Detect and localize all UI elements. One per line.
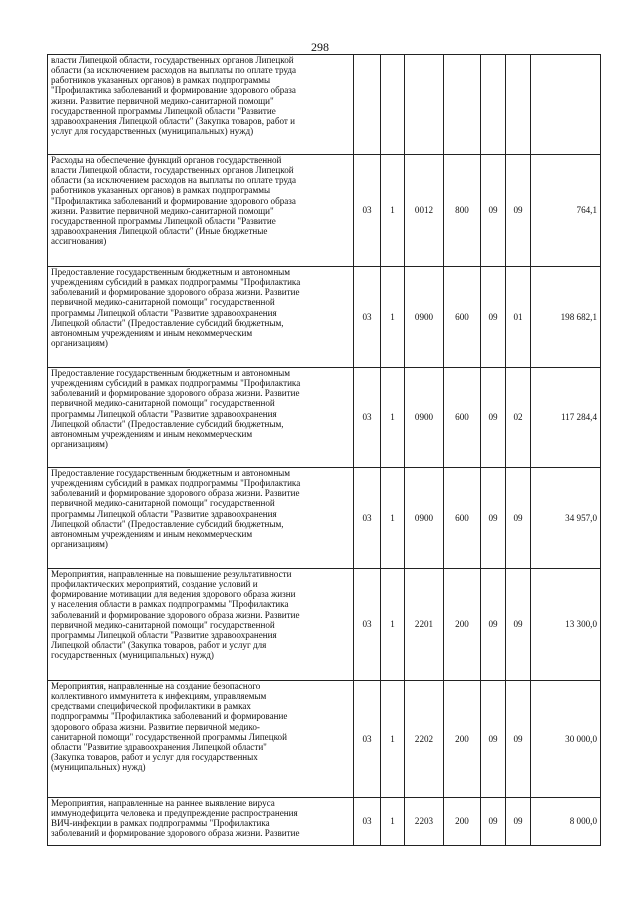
- row-description: Предоставление государственным бюджетным и автономным учреждениям субсидий в рамках подпрограммы "Профилактика заболеваний и формирование здорового образа жизни. Развитие первичной медико-санитарной помощи" государственной программы Липецкой области "Развитие здравоохранения Липецкой области" (Предоставление субсидий бюджетным, автономным учреждениям и иным некоммерческим организациям): [48, 368, 354, 468]
- row-rz-code: 09: [481, 267, 506, 368]
- row-expense-type: 600: [444, 368, 481, 468]
- row-description: Мероприятия, направленные на повышение результативности профилактических мероприятий, создание условий и формирование мотивации для ведения здорового образа жизни у населения области в рамках подпрограммы "Профилактика заболеваний и формирование здорового образа жизни. Развитие первичной медико-санитарной помощи" государственной программы Липецкой области "Развитие здравоохранения Липецкой области" (Закупка товаров, работ и услуг для государственных (муниципальных) нужд): [48, 569, 354, 681]
- row-pr-code: 02: [506, 368, 531, 468]
- row-target-code: 0900: [405, 267, 444, 368]
- row-description: Мероприятия, направленные на раннее выявление вируса иммунодефицита человека и предупреждение распространения ВИЧ-инфекции в рамках подпрограммы "Профилактика заболеваний и формирование здорового образа жизни. Развитие: [48, 798, 354, 846]
- row-description: власти Липецкой области, государственных органов Липецкой области (за исключением расходов на выплаты по оплате труда работников указанных органов) в рамках подпрограммы "Профилактика заболеваний и формирование здорового образа жизни. Развитие первичной медико-санитарной помощи" государственной программы Липецкой области "Развитие здравоохранения Липецкой области" (Закупка товаров, работ и услуг для государственных (муниципальных) нужд): [48, 55, 354, 155]
- row-rz-code: [481, 55, 506, 155]
- row-rz-code: 09: [481, 569, 506, 681]
- row-target-code: [405, 55, 444, 155]
- row-expense-type: 600: [444, 468, 481, 569]
- row-pr-code: 01: [506, 267, 531, 368]
- row-target-code: 0900: [405, 368, 444, 468]
- table-row: [48, 368, 601, 468]
- row-rz-code: 09: [481, 681, 506, 798]
- row-description: Мероприятия, направленные на создание безопасного коллективного иммунитета к инфекциям, управляемым средствами специфической профилактики в рамках подпрограммы "Профилактика заболеваний и формирование здорового образа жизни. Развитие первичной медико- санитарной помощи" государственной программы Липецкой области "Развитие здравоохранения Липецкой области" (Закупка товаров, работ и услуг для государственных (муниципальных) нужд): [48, 681, 354, 798]
- row-pr-code: 09: [506, 681, 531, 798]
- row-expense-type: 200: [444, 569, 481, 681]
- row-target-code: 0900: [405, 468, 444, 569]
- row-expense-type: 800: [444, 155, 481, 267]
- table-row: [48, 569, 601, 681]
- row-amount: 30 000,0: [531, 681, 601, 798]
- row-expense-type: [444, 55, 481, 155]
- table-row: [48, 681, 601, 798]
- row-amount: [531, 55, 601, 155]
- row-program-code: [381, 55, 405, 155]
- row-expense-type: 600: [444, 267, 481, 368]
- row-rz-code: 09: [481, 468, 506, 569]
- budget-table: [47, 54, 601, 846]
- row-program-code: 1: [381, 468, 405, 569]
- row-description: Предоставление государственным бюджетным и автономным учреждениям субсидий в рамках подпрограммы "Профилактика заболеваний и формирование здорового образа жизни. Развитие первичной медико-санитарной помощи" государственной программы Липецкой области "Развитие здравоохранения Липецкой области" (Предоставление субсидий бюджетным, автономным учреждениям и иным некоммерческим организациям): [48, 468, 354, 569]
- row-program-code: 1: [381, 569, 405, 681]
- row-pr-code: 09: [506, 155, 531, 267]
- table-row: [48, 155, 601, 267]
- row-section-code: [354, 55, 381, 155]
- row-section-code: 03: [354, 368, 381, 468]
- row-amount: 34 957,0: [531, 468, 601, 569]
- row-program-code: 1: [381, 368, 405, 468]
- table-row: [48, 798, 601, 846]
- row-program-code: 1: [381, 155, 405, 267]
- row-section-code: 03: [354, 468, 381, 569]
- row-section-code: 03: [354, 798, 381, 846]
- row-target-code: 2203: [405, 798, 444, 846]
- row-expense-type: 200: [444, 681, 481, 798]
- row-rz-code: 09: [481, 155, 506, 267]
- row-section-code: 03: [354, 569, 381, 681]
- row-program-code: 1: [381, 267, 405, 368]
- row-program-code: 1: [381, 681, 405, 798]
- row-description: Предоставление государственным бюджетным и автономным учреждениям субсидий в рамках подпрограммы "Профилактика заболеваний и формирование здорового образа жизни. Развитие первичной медико-санитарной помощи" государственной программы Липецкой области "Развитие здравоохранения Липецкой области" (Предоставление субсидий бюджетным, автономным учреждениям и иным некоммерческим организациям): [48, 267, 354, 368]
- row-section-code: 03: [354, 681, 381, 798]
- row-amount: 117 284,4: [531, 368, 601, 468]
- row-expense-type: 200: [444, 798, 481, 846]
- table-row: [48, 267, 601, 368]
- row-amount: 198 682,1: [531, 267, 601, 368]
- row-amount: 764,1: [531, 155, 601, 267]
- page-number: 298: [311, 40, 329, 54]
- table-row: [48, 468, 601, 569]
- row-target-code: 2201: [405, 569, 444, 681]
- row-pr-code: 09: [506, 569, 531, 681]
- row-target-code: 0012: [405, 155, 444, 267]
- row-pr-code: 09: [506, 468, 531, 569]
- row-program-code: 1: [381, 798, 405, 846]
- table-row: [48, 55, 601, 155]
- row-section-code: 03: [354, 155, 381, 267]
- row-rz-code: 09: [481, 798, 506, 846]
- row-description: Расходы на обеспечение функций органов государственной власти Липецкой области, государственных органов Липецкой области (за исключением расходов на выплаты по оплате труда работников указанных органов) в рамках подпрограммы "Профилактика заболеваний и формирование здорового образа жизни. Развитие первичной медико-санитарной помощи" государственной программы Липецкой области "Развитие здравоохранения Липецкой области" (Иные бюджетные ассигнования): [48, 155, 354, 267]
- row-rz-code: 09: [481, 368, 506, 468]
- row-amount: 8 000,0: [531, 798, 601, 846]
- row-amount: 13 300,0: [531, 569, 601, 681]
- row-pr-code: 09: [506, 798, 531, 846]
- row-section-code: 03: [354, 267, 381, 368]
- row-target-code: 2202: [405, 681, 444, 798]
- row-pr-code: [506, 55, 531, 155]
